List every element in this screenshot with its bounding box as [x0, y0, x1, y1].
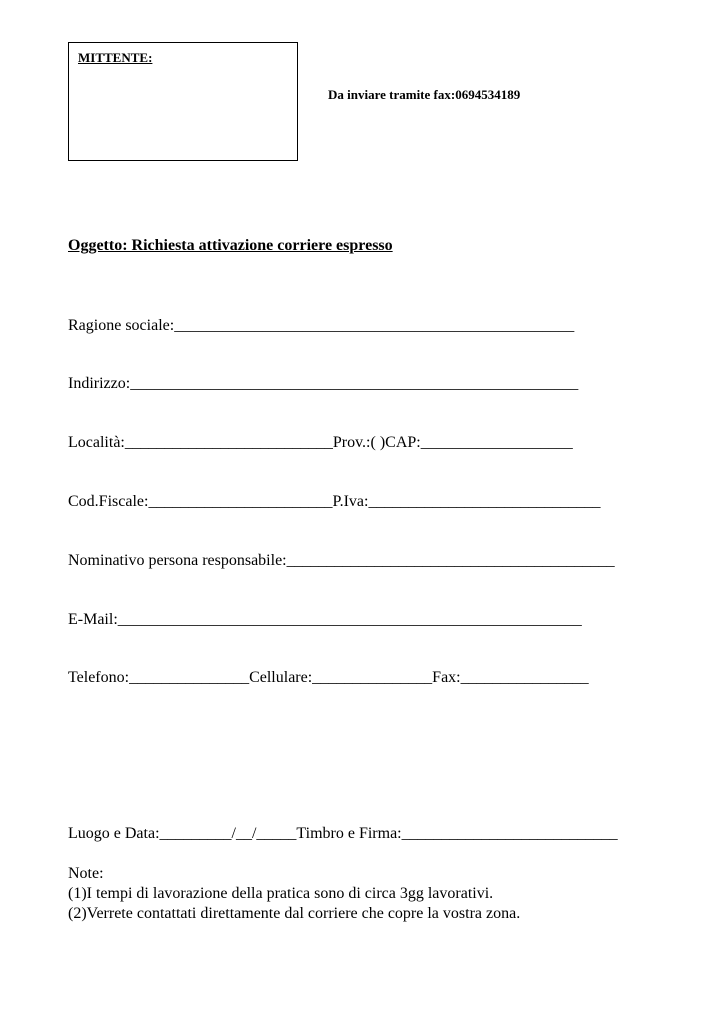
sender-box [68, 42, 298, 161]
luogo-data-field[interactable]: Luogo e Data:_________/__/_____Timbro e Firma:___________________________ [68, 825, 618, 842]
notes-title: Note: [68, 865, 104, 882]
telefono-field[interactable]: Telefono:_______________Cellulare:_______________Fax:________________ [68, 669, 589, 686]
note-item-1: (1)I tempi di lavorazione della pratica sono di circa 3gg lavorativi. [68, 885, 494, 902]
localita-field[interactable]: Località:__________________________Prov.:( )CAP:___________________ [68, 434, 573, 451]
subject-heading: Oggetto: Richiesta attivazione corriere espresso [68, 237, 393, 254]
ragione-sociale-field[interactable]: Ragione sociale:__________________________________________________ [68, 317, 575, 334]
indirizzo-field[interactable]: Indirizzo:________________________________________________________ [68, 375, 579, 392]
fax-instruction: Da inviare tramite fax:0694534189 [328, 87, 521, 102]
cod-fiscale-field[interactable]: Cod.Fiscale:_______________________P.Iva:_____________________________ [68, 493, 601, 510]
sender-label: MITTENTE: [78, 50, 153, 65]
email-field[interactable]: E-Mail:__________________________________________________________ [68, 611, 582, 628]
note-item-2: (2)Verrete contattati direttamente dal corriere che copre la vostra zona. [68, 905, 521, 922]
nominativo-field[interactable]: Nominativo persona responsabile:_________________________________________ [68, 552, 615, 569]
